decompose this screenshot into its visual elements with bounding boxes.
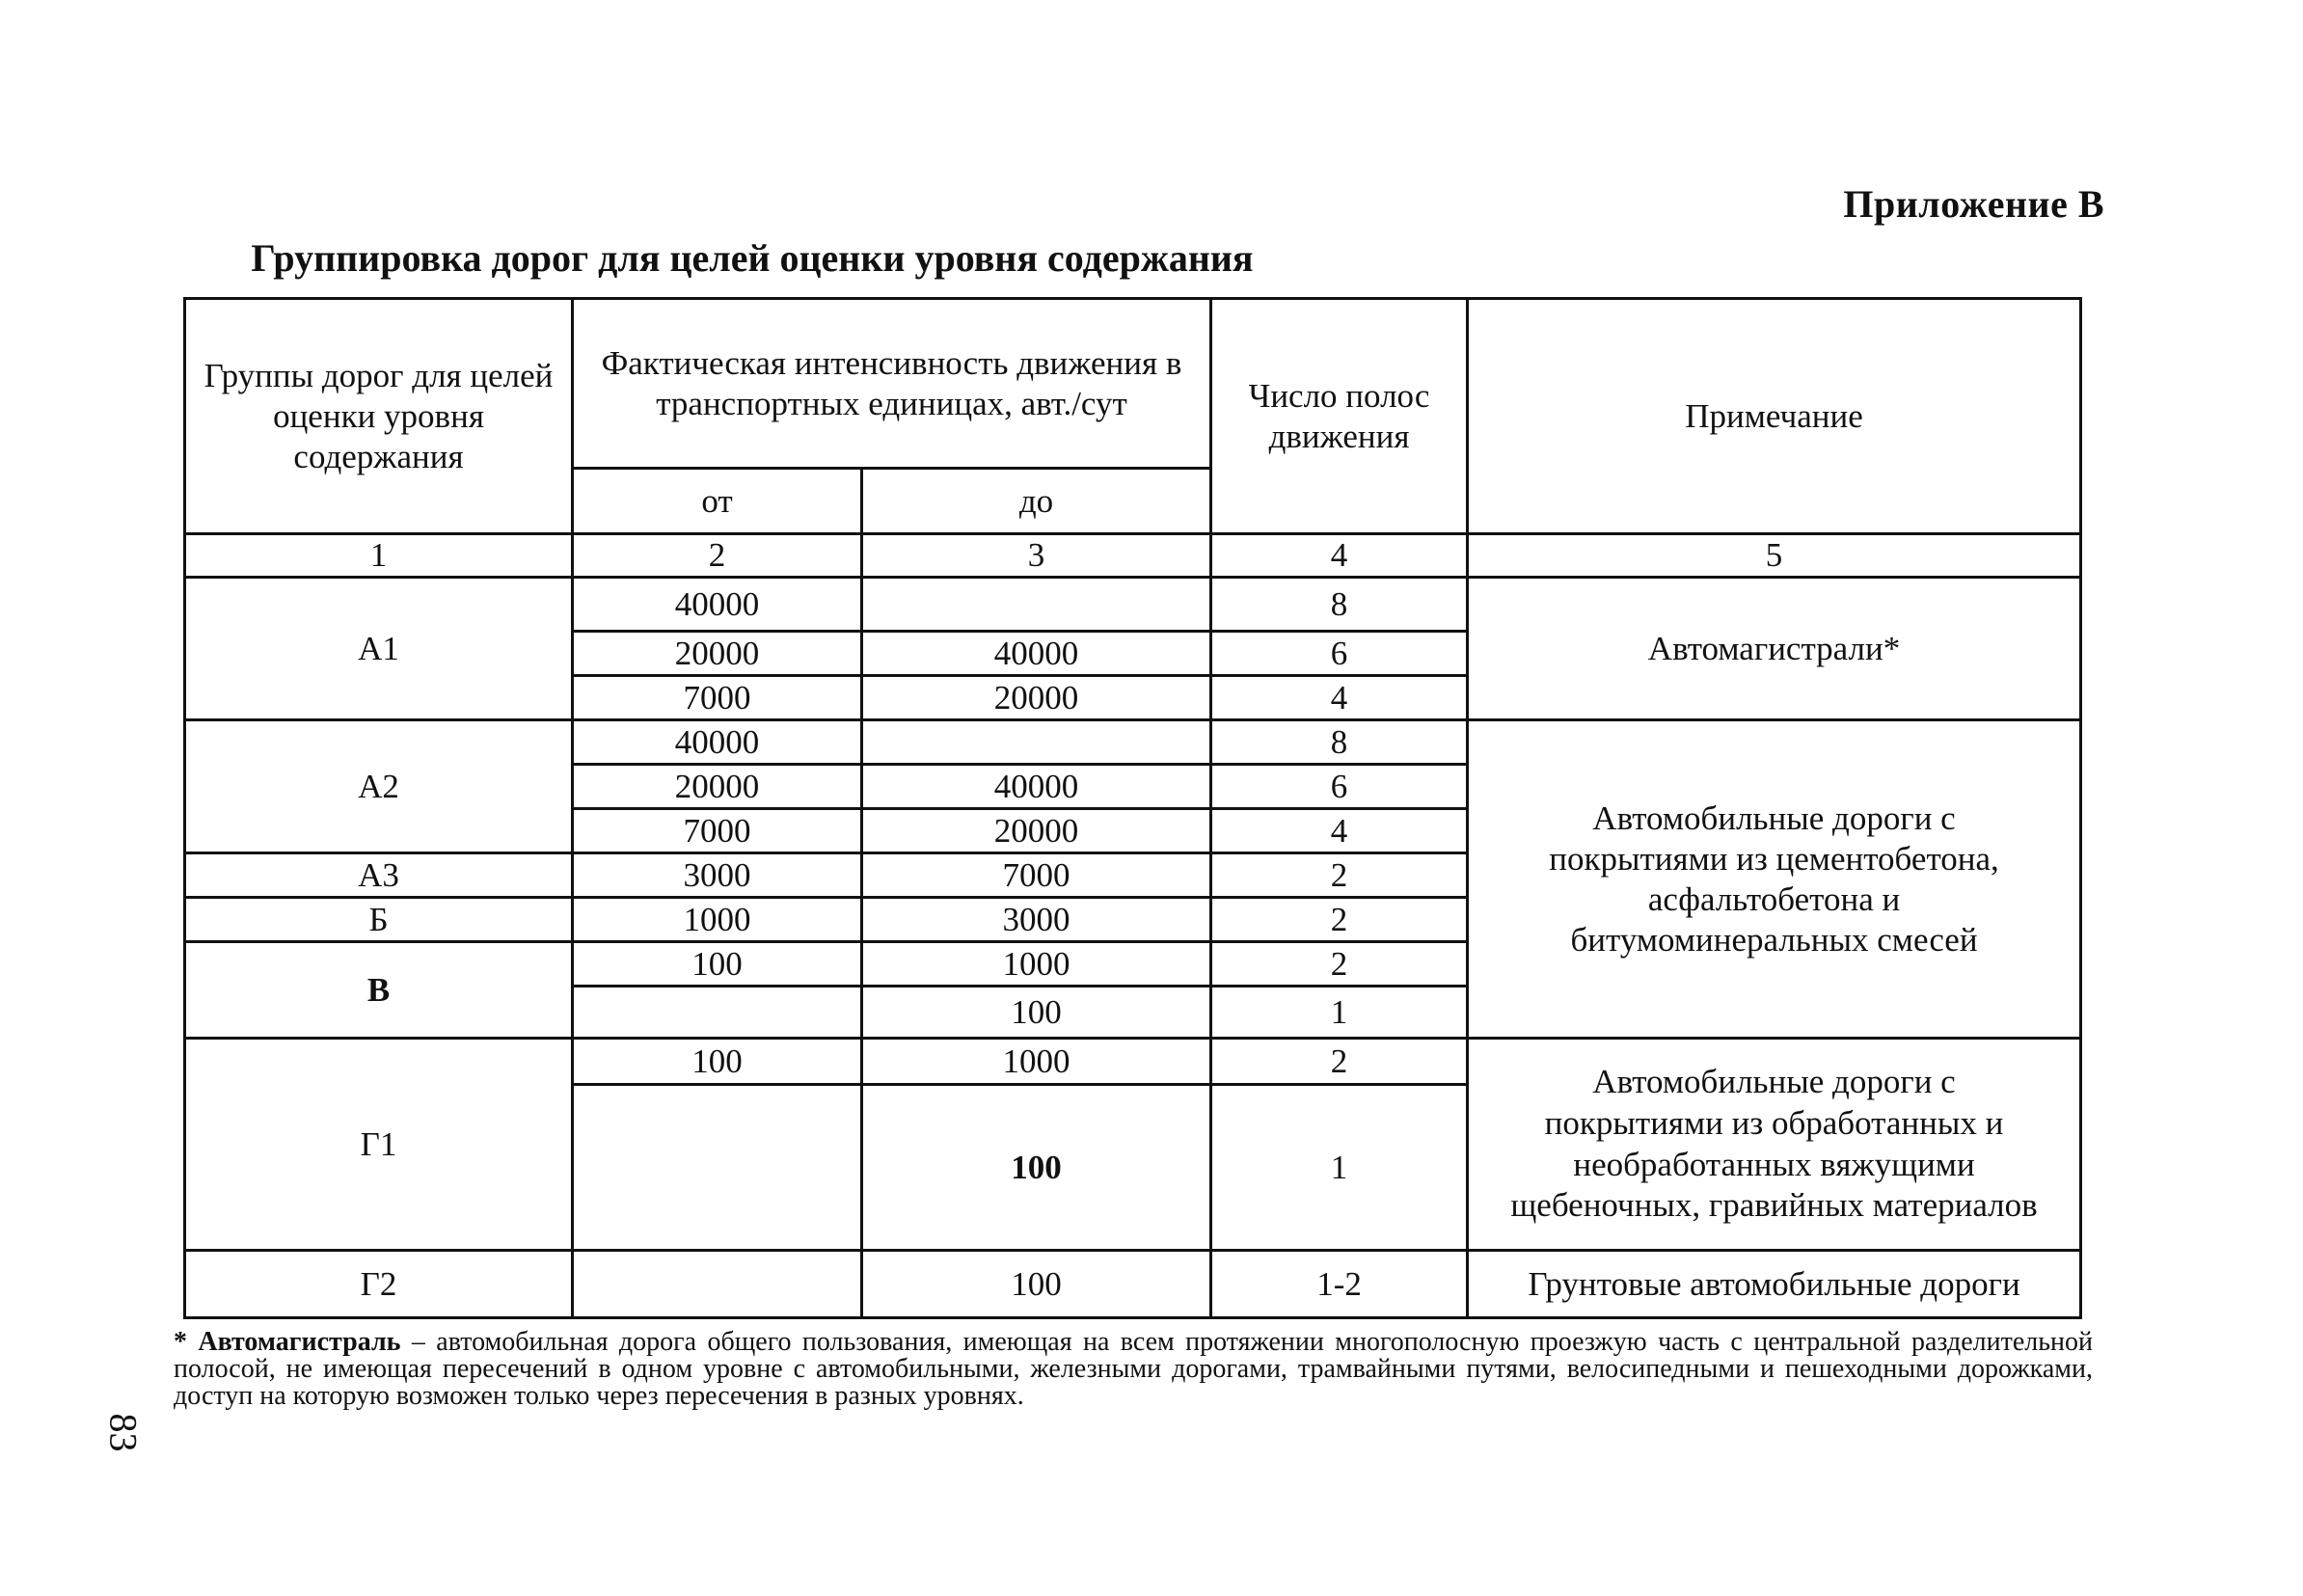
table-row [185, 1039, 2081, 1085]
from-cell: 40000 [573, 578, 862, 632]
from-cell: 7000 [573, 676, 862, 720]
header-from: от [573, 469, 862, 534]
table-row [185, 720, 2081, 765]
from-cell: 40000 [573, 720, 862, 765]
from-cell: 3000 [573, 853, 862, 898]
to-cell: 1000 [862, 1039, 1211, 1085]
page-title: Группировка дорог для целей оценки уровня содержания [251, 236, 1254, 280]
table-row [185, 1251, 2081, 1318]
to-cell: 20000 [862, 809, 1211, 853]
to-cell [862, 578, 1211, 632]
to-cell [862, 720, 1211, 765]
from-cell: 20000 [573, 632, 862, 676]
lanes-cell: 2 [1211, 942, 1468, 987]
col-number: 2 [573, 534, 862, 578]
footnote [174, 1329, 2093, 1410]
header-note: Примечание [1468, 299, 2081, 534]
lanes-cell: 4 [1211, 809, 1468, 853]
from-cell [573, 1251, 862, 1318]
footnote-text: – автомобильная дорога общего пользования, имеющая на всем протяжении многополосную проезжую часть с центральной разделительной полосой, не имеющая пересечений в одном уровне с автомобильными, железными дорогами, трамвайными путями, велосипедными и пешеходными дорожками, доступ на которую возможен только через пересечения в разных уровнях. [174, 1327, 2093, 1411]
note-cell: Автомобильные дороги с покрытиями из цементобетона, асфальтобетона и битумоминеральных смесей [1468, 720, 2081, 1039]
to-cell: 20000 [862, 676, 1211, 720]
lanes-cell: 8 [1211, 720, 1468, 765]
note-cell: Грунтовые автомобильные дороги [1468, 1251, 2081, 1318]
from-cell: 20000 [573, 765, 862, 809]
lanes-cell: 4 [1211, 676, 1468, 720]
to-cell: 100 [862, 1251, 1211, 1318]
page-number: 83 [101, 1413, 146, 1452]
group-cell: Б [185, 898, 573, 942]
header-group: Группы дорог для целей оценки уровня содержания [185, 299, 573, 534]
col-number: 1 [185, 534, 573, 578]
col-number: 3 [862, 534, 1211, 578]
from-cell [573, 987, 862, 1039]
from-cell: 7000 [573, 809, 862, 853]
column-numbers-row [185, 534, 2081, 578]
group-cell: А3 [185, 853, 573, 898]
header-intensity: Фактическая интенсивность движения в транспортных единицах, авт./сут [573, 299, 1211, 469]
col-number: 5 [1468, 534, 2081, 578]
to-cell: 3000 [862, 898, 1211, 942]
col-number: 4 [1211, 534, 1468, 578]
note-cell: Автомобильные дороги с покрытиями из обработанных и необработанных вяжущими щебеночных, гравийных материалов [1468, 1039, 2081, 1251]
to-cell: 7000 [862, 853, 1211, 898]
table-row [185, 578, 2081, 632]
header-to: до [862, 469, 1211, 534]
to-cell: 100 [862, 987, 1211, 1039]
to-cell: 40000 [862, 632, 1211, 676]
lanes-cell: 2 [1211, 1039, 1468, 1085]
footnote-term: * Автомагистраль [174, 1327, 401, 1357]
group-cell: А1 [185, 578, 573, 720]
lanes-cell: 6 [1211, 765, 1468, 809]
lanes-cell: 1-2 [1211, 1251, 1468, 1318]
group-cell: Г1 [185, 1039, 573, 1251]
lanes-cell: 1 [1211, 1085, 1468, 1251]
from-cell: 1000 [573, 898, 862, 942]
to-cell: 40000 [862, 765, 1211, 809]
from-cell: 100 [573, 942, 862, 987]
lanes-cell: 6 [1211, 632, 1468, 676]
lanes-cell: 8 [1211, 578, 1468, 632]
from-cell [573, 1085, 862, 1251]
lanes-cell: 2 [1211, 898, 1468, 942]
header-lanes: Число полос движения [1211, 299, 1468, 534]
group-cell: Г2 [185, 1251, 573, 1318]
from-cell: 100 [573, 1039, 862, 1085]
lanes-cell: 2 [1211, 853, 1468, 898]
to-cell: 100 [862, 1085, 1211, 1251]
appendix-label: Приложение В [1843, 182, 2104, 226]
group-cell: В [185, 942, 573, 1039]
road-groups-table [183, 297, 2082, 1319]
note-cell: Автомагистрали* [1468, 578, 2081, 720]
group-cell: А2 [185, 720, 573, 853]
to-cell: 1000 [862, 942, 1211, 987]
lanes-cell: 1 [1211, 987, 1468, 1039]
